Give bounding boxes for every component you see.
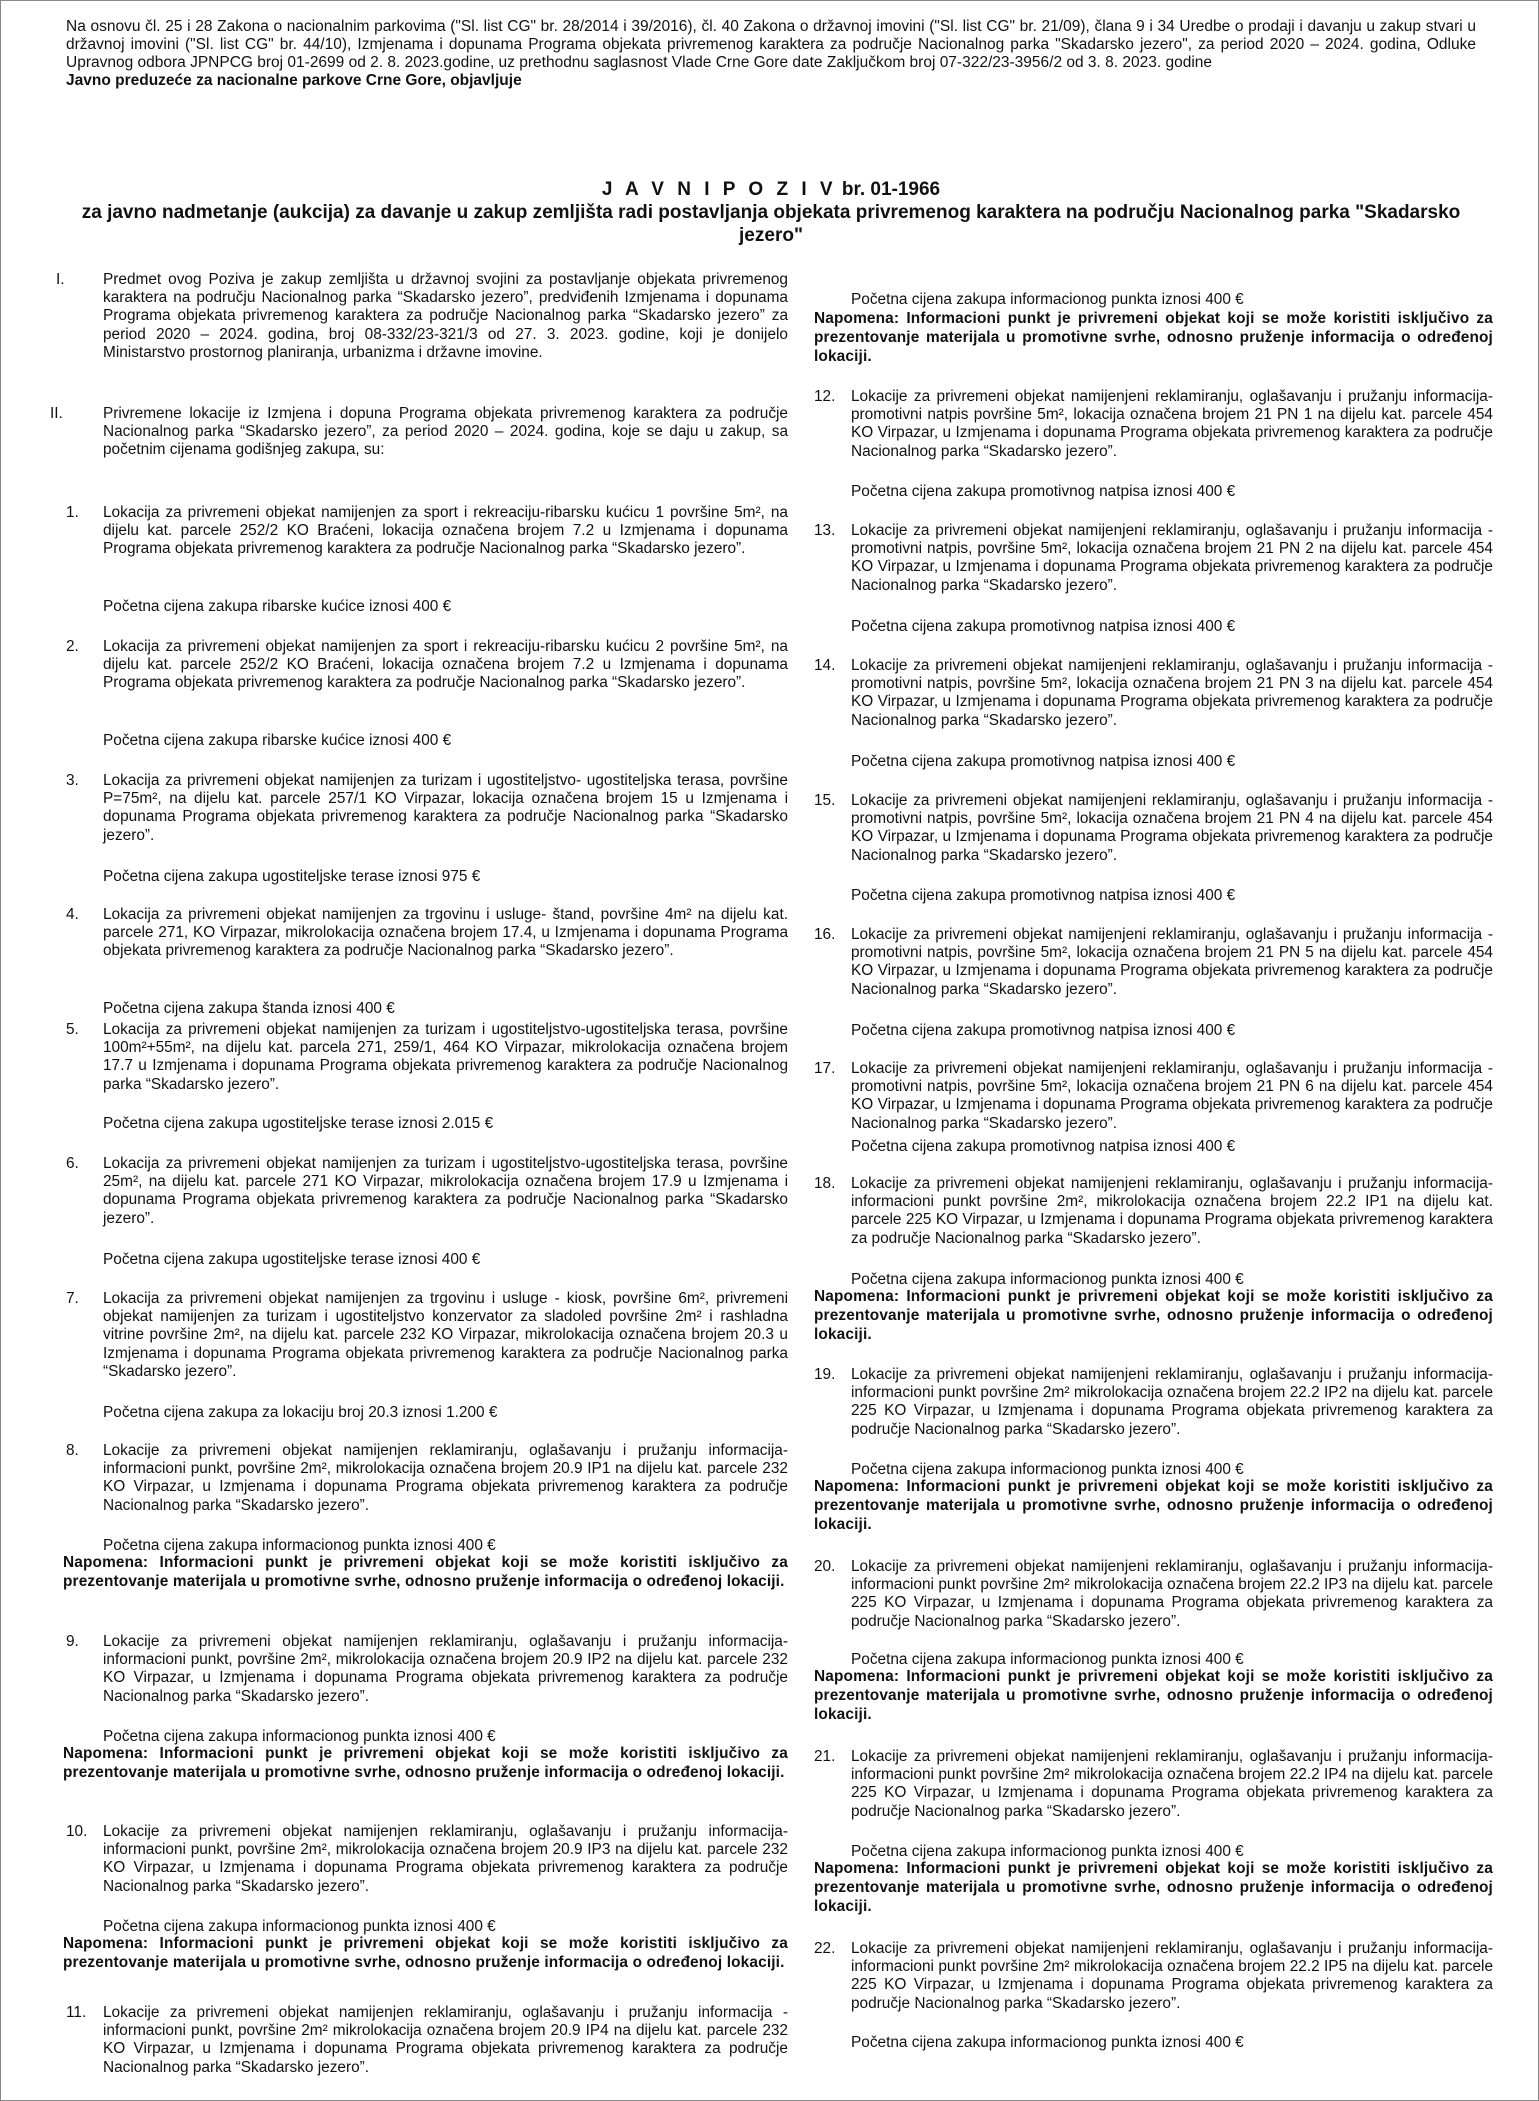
item-number: 1. [66, 504, 79, 521]
item-price: Početna cijena zakupa štanda iznosi 400 € [103, 1000, 395, 1017]
item-price: Početna cijena zakupa promotivnog natpisa iznosi 400 € [851, 483, 1236, 500]
napomena-note: Napomena: Informacioni punkt je privremeni objekat koji se može koristiti isključivo za prezentovanje materijala u promotivne svrhe, odnosno pruženje informacija o određenoj lokaciji. [814, 1668, 1493, 1723]
item-text: Lokacije za privremeni objekat namijenjeni reklamiranju, oglašavanju i pružanju informacija - promotivni natpis, površine 5m², lokacija označena brojem 21 PN 5 na dijelu kat. parcele 454 KO Virpazar, u Izmjenama i dopunama Programa objekata privremenog karaktera za područje Nacionalnog parka “Skadarsko jezero”. [851, 926, 1493, 998]
title-heading: J A V N I P O Z I V [601, 179, 837, 200]
item-number: 19. [814, 1366, 836, 1383]
title-number: br. 01-1966 [841, 179, 941, 200]
item-text: Lokacija za privremeni objekat namijenjen za trgovinu i usluge - kiosk, površine 6m², privremeni objekat namijenjen za turizam i ugostiteljstvo konzervator za sladoled površine 2m² i rashladna vitrine površine 2m², na dijelu kat. parcele 232 KO Virpazar, mikrolokacija označena brojem 20.3 u Izmjenama i dopunama Programa objekata privremenog karaktera za područje Nacionalnog parka “Skadarsko jezero”. [103, 1290, 788, 1380]
item-price: Početna cijena zakupa promotivnog natpisa iznosi 400 € [851, 753, 1236, 770]
item-price: Početna cijena zakupa informacionog punkta iznosi 400 € [851, 1651, 1244, 1668]
item-text: Lokacije za privremeni objekat namijenjeni reklamiranju, oglašavanju i pružanju informacija-informacioni punkt površine 2m² mikrolokacija označena brojem 22.2 IP3 na dijelu kat. parcele 225 KO Virpazar, u Izmjenama i dopunama Programa objekata privremenog karaktera za područje Nacionalnog parka “Skadarsko jezero”. [851, 1558, 1493, 1630]
item-number: 3. [66, 772, 79, 789]
item-price: Početna cijena zakupa informacionog punkta iznosi 400 € [103, 1537, 496, 1554]
item-number: 20. [814, 1558, 836, 1575]
item-price: Početna cijena zakupa ribarske kućice iznosi 400 € [103, 732, 452, 749]
item-number: 9. [66, 1633, 79, 1650]
item-number: 15. [814, 792, 836, 809]
item-number: 8. [66, 1442, 79, 1459]
napomena-note: Napomena: Informacioni punkt je privremeni objekat koji se može koristiti isključivo za prezentovanje materijala u promotivne svrhe, odnosno pruženje informacija o određenoj lokaciji. [814, 1478, 1493, 1533]
item-text: Lokacije za privremeni objekat namijenjeni reklamiranju, oglašavanju i pružanju informacija-promotivni natpis površine 5m², lokacija označena brojem 21 PN 1 na dijelu kat. parcele 454 KO Virpazar, u Izmjenama i dopunama Programa objekata privremenog karaktera za područje Nacionalnog parka “Skadarsko jezero”. [851, 388, 1493, 460]
item-price: Početna cijena zakupa informacionog punkta iznosi 400 € [851, 2034, 1244, 2051]
item-text: Lokacija za privremeni objekat namijenjen za trgovinu i usluge- štand, površine 4m² na dijelu kat. parcele 271, KO Virpazar, mikrolokacija označena brojem 17.4, u Izmjenama i dopunama Programa objekata privremenog karaktera za područje Nacionalnog parka “Skadarsko jezero”. [103, 906, 788, 960]
item-number: 22. [814, 1940, 836, 1957]
item-number: 18. [814, 1175, 836, 1192]
item-number: 16. [814, 926, 836, 943]
item-number: 21. [814, 1748, 836, 1765]
item-number: 6. [66, 1155, 79, 1172]
napomena-note: Napomena: Informacioni punkt je privremeni objekat koji se može koristiti isključivo za prezentovanje materijala u promotivne svrhe, odnosno pruženje informacija o određenoj lokaciji. [814, 1860, 1493, 1915]
item-number: 13. [814, 522, 836, 539]
item-price: Početna cijena zakupa promotivnog natpisa iznosi 400 € [851, 887, 1236, 904]
item-text: Lokacije za privremeni objekat namijenjeni reklamiranju, oglašavanju i pružanju informacija-informacioni punkt površine 2m², mikrolokacija označena brojem 22.2 IP1 na dijelu kat. parcele 225 KO Virpazar, u Izmjenama i dopunama Programa objekata privremenog karaktera za područje Nacionalnog parka “Skadarsko jezero”. [851, 1175, 1493, 1247]
item-number: 10. [66, 1823, 88, 1840]
napomena-note: Napomena: Informacioni punkt je privremeni objekat koji se može koristiti isključivo za prezentovanje materijala u promotivne svrhe, odnosno pruženje informacija o određenoj lokaciji. [814, 310, 1493, 365]
item-price: Početna cijena zakupa ugostiteljske terase iznosi 400 € [103, 1251, 481, 1268]
title-subtitle: za javno nadmetanje (aukcija) za davanje u zakup zemljišta radi postavljanja objekata privremenog karaktera na području Nacionalnog parka "Skadarsko jezero" [81, 202, 1461, 246]
item-price: Početna cijena zakupa informacionog punkta iznosi 400 € [851, 291, 1244, 308]
item-number: 17. [814, 1060, 836, 1077]
napomena-note: Napomena: Informacioni punkt je privremeni objekat koji se može koristiti isključivo za prezentovanje materijala u promotivne svrhe, odnosno pruženje informacija o određenoj lokaciji. [814, 1288, 1493, 1343]
item-text: Lokacije za privremeni objekat namijenjeni reklamiranju, oglašavanju i pružanju informacija-informacioni punkt površine 2m² mikrolokacija označena brojem 22.2 IP5 na dijelu kat. parcele 225 KO Virpazar, u Izmjenama i dopunama Programa objekata privremenog karaktera za područje Nacionalnog parka “Skadarsko jezero”. [851, 1940, 1493, 2012]
item-number: 7. [66, 1290, 79, 1307]
document-title [61, 178, 1481, 247]
intro-text: Na osnovu čl. 25 i 28 Zakona o nacionalnim parkovima ("Sl. list CG" br. 28/2014 i 39/2016), čl. 40 Zakona o državnoj imovini ("Sl. list CG" br. 21/09), člana 9 i 34 Uredbe o prodaji i davanju u zakup stvari u državnoj imovini ("Sl. list CG" br. 44/10), Izmjenama i dopunama Programa objekata privremenog karaktera za područje Nacionalnog parka "Skadarsko jezero", za period 2020 – 2024. godina, Odluke Upravnog odbora JPNPCG broj 01-2699 od 2. 8. 2023.godine, uz prethodnu saglasnost Vlade Crne Gore date Zaključkom broj 07-322/23-3956/2 od 3. 8. 2023. godine [66, 18, 1476, 71]
intro-paragraph [66, 18, 1476, 90]
item-text: Lokacije za privremeni objekat namijenjeni reklamiranju, oglašavanju i pružanju informacija-informacioni punkt površine 2m² mikrolokacija označena brojem 22.2 IP4 na dijelu kat. parcele 225 KO Virpazar, u Izmjenama i dopunama Programa objekata privremenog karaktera za područje Nacionalnog parka “Skadarsko jezero”. [851, 1748, 1493, 1820]
item-price: Početna cijena zakupa informacionog punkta iznosi 400 € [851, 1843, 1244, 1860]
section-number: I. [56, 271, 65, 288]
item-price: Početna cijena zakupa promotivnog natpisa iznosi 400 € [851, 618, 1236, 635]
item-price: Početna cijena zakupa ugostiteljske terase iznosi 975 € [103, 868, 481, 885]
item-text: Lokacija za privremeni objekat namijenjen za turizam i ugostiteljstvo- ugostiteljska terasa, površine P=75m², na dijelu kat. parcele 257/1 KO Virpazar, lokacija označena brojem 15 u Izmjenama i dopunama Programa objekata privremenog karaktera za područje Nacionalnog parka “Skadarsko jezero”. [103, 772, 788, 844]
item-number: 14. [814, 657, 836, 674]
item-text: Lokacija za privremeni objekat namijenjen za turizam i ugostiteljstvo-ugostiteljska terasa, površine 100m²+55m², na dijelu kat. parcela 271, 259/1, 464 KO Virpazar, mikrolokacija označena brojem 17.7 u Izmjenama i dopunama Programa objekata privremenog karaktera za područje Nacionalnog parka “Skadarsko jezero”. [103, 1021, 788, 1093]
item-text: Lokacije za privremeni objekat namijenjeni reklamiranju, oglašavanju i pružanju informacija-informacioni punkt površine 2m² mikrolokacija označena brojem 22.2 IP2 na dijelu kat. parcele 225 KO Virpazar, u Izmjenama i dopunama Programa objekata privremenog karaktera za područje Nacionalnog parka “Skadarsko jezero”. [851, 1366, 1493, 1438]
item-number: 4. [66, 906, 79, 923]
item-price: Početna cijena zakupa za lokaciju broj 20.3 iznosi 1.200 € [103, 1404, 498, 1421]
item-number: 2. [66, 638, 79, 655]
item-text: Lokacije za privremeni objekat namijenjeni reklamiranju, oglašavanju i pružanju informacija - promotivni natpis, površine 5m², lokacija označena brojem 21 PN 6 na dijelu kat. parcele 454 KO Virpazar, u Izmjenama i dopunama Programa objekata privremenog karaktera za područje Nacionalnog parka “Skadarsko jezero”. [851, 1060, 1493, 1132]
item-text: Lokacija za privremeni objekat namijenjen za sport i rekreaciju-ribarsku kućicu 1 površine 5m², na dijelu kat. parcele 252/2 KO Braćeni, lokacija označena brojem 7.2 u Izmjenama i dopunama Programa objekata privremenog karaktera za područje Nacionalnog parka “Skadarsko jezero”. [103, 504, 788, 558]
section-number: II. [50, 405, 63, 422]
napomena-note: Napomena: Informacioni punkt je privremeni objekat koji se može koristiti isključivo za prezentovanje materijala u promotivne svrhe, odnosno pruženje informacija o određenoj lokaciji. [63, 1935, 788, 1971]
item-price: Početna cijena zakupa informacionog punkta iznosi 400 € [103, 1728, 496, 1745]
item-text: Lokacije za privremeni objekat namijenjen reklamiranju, oglašavanju i pružanju informacija-informacioni punkt, površine 2m², mikrolokacija označena brojem 20.9 IP2 na dijelu kat. parcele 232 KO Virpazar, u Izmjenama i dopunama Programa objekata privremenog karaktera za područje Nacionalnog parka “Skadarsko jezero”. [103, 1633, 788, 1705]
napomena-note: Napomena: Informacioni punkt je privremeni objekat koji se može koristiti isključivo za prezentovanje materijala u promotivne svrhe, odnosno pruženje informacija o određenoj lokaciji. [63, 1745, 788, 1781]
item-text: Lokacija za privremeni objekat namijenjen za sport i rekreaciju-ribarsku kućicu 2 površine 5m², na dijelu kat. parcele 252/2 KO Braćeni, lokacija označena brojem 7.2 u Izmjenama i dopunama Programa objekata privremenog karaktera za područje Nacionalnog parka “Skadarsko jezero”. [103, 638, 788, 692]
item-number: 12. [814, 388, 836, 405]
item-price: Početna cijena zakupa ugostiteljske terase iznosi 2.015 € [103, 1115, 494, 1132]
item-text: Lokacije za privremeni objekat namijenjen reklamiranju, oglašavanju i pružanju informacija- informacioni punkt, površine 2m², mikrolokacija označena brojem 20.9 IP1 na dijelu kat. parcele 232 KO Virpazar, u Izmjenama i dopunama Programa objekata privremenog karaktera za područje Nacionalnog parka “Skadarsko jezero”. [103, 1442, 788, 1514]
item-number: 11. [66, 2004, 87, 2021]
item-text: Lokacije za privremeni objekat namijenjeni reklamiranju, oglašavanju i pružanju informacija - promotivni natpis, površine 5m², lokacija označena brojem 21 PN 3 na dijelu kat. parcele 454 KO Virpazar, u Izmjenama i dopunama Programa objekata privremenog karaktera za područje Nacionalnog parka “Skadarsko jezero”. [851, 657, 1493, 729]
section-i-text: Predmet ovog Poziva je zakup zemljišta u državnoj svojini za postavljanje objekata privremenog karaktera na području Nacionalnog parka “Skadarsko jezero”, predviđenih Izmjenama i dopunama Programa objekata privremenog karaktera za područje Nacionalnog parka “Skadarsko jezero” za period 2020 – 2024. godina, broj 08-332/23-321/3 od 27. 3. 2023. godine, koji je donijelo Ministarstvo prostornog planiranja, urbanizma i državne imovine. [103, 271, 788, 361]
item-price: Početna cijena zakupa informacionog punkta iznosi 400 € [851, 1271, 1244, 1288]
item-price: Početna cijena zakupa informacionog punkta iznosi 400 € [103, 1918, 496, 1935]
item-text: Lokacije za privremeni objekat namijenjen reklamiranju, oglašavanju i pružanju informacija - informacioni punkt, površine 2m² mikrolokacija označena brojem 20.9 IP4 na dijelu kat. parcele 232 KO Virpazar, u Izmjenama i dopunama Programa objekata privremenog karaktera za područje Nacionalnog parka “Skadarsko jezero”. [103, 2004, 788, 2076]
item-text: Lokacije za privremeni objekat namijenjeni reklamiranju, oglašavanju i pružanju informacija - promotivni natpis, površine 5m², lokacija označena brojem 21 PN 2 na dijelu kat. parcele 454 KO Virpazar, u Izmjenama i dopunama Programa objekata privremenog karaktera za područje Nacionalnog parka “Skadarsko jezero”. [851, 522, 1493, 594]
item-text: Lokacija za privremeni objekat namijenjen za turizam i ugostiteljstvo-ugostiteljska terasa, površine 25m², na dijelu kat. parcele 271 KO Virpazar, mikrolokacija označena brojem 17.9 u Izmjenama i dopunama Programa objekata privremenog karaktera za područje Nacionalnog parka “Skadarsko jezero”. [103, 1155, 788, 1227]
item-price: Početna cijena zakupa promotivnog natpisa iznosi 400 € [851, 1138, 1236, 1155]
item-text: Lokacije za privremeni objekat namijenjeni reklamiranju, oglašavanju i pružanju informacija - promotivni natpis, površine 5m², lokacija označena brojem 21 PN 4 na dijelu kat. parcele 454 KO Virpazar, u Izmjenama i dopunama Programa objekata privremenog karaktera za područje Nacionalnog parka “Skadarsko jezero”. [851, 792, 1493, 864]
section-ii-text: Privremene lokacije iz Izmjena i dopuna Programa objekata privremenog karaktera za područje Nacionalnog parka “Skadarsko jezero”, za period 2020 – 2024. godina, koje se daju u zakup, sa početnim cijenama godišnjeg zakupa, su: [103, 405, 788, 459]
item-text: Lokacije za privremeni objekat namijenjen reklamiranju, oglašavanju i pružanju informacija- informacioni punkt, površine 2m², mikrolokacija označena brojem 20.9 IP3 na dijelu kat. parcele 232 KO Virpazar, u Izmjenama i dopunama Programa objekata privremenog karaktera za područje Nacionalnog parka “Skadarsko jezero”. [103, 1823, 788, 1895]
item-price: Početna cijena zakupa ribarske kućice iznosi 400 € [103, 598, 452, 615]
napomena-note: Napomena: Informacioni punkt je privremeni objekat koji se može koristiti isključivo za prezentovanje materijala u promotivne svrhe, odnosno pruženje informacija o određenoj lokaciji. [63, 1554, 788, 1590]
item-price: Početna cijena zakupa informacionog punkta iznosi 400 € [851, 1461, 1244, 1478]
item-number: 5. [66, 1021, 79, 1038]
item-price: Početna cijena zakupa promotivnog natpisa iznosi 400 € [851, 1022, 1236, 1039]
intro-publisher: Javno preduzeće za nacionalne parkove Crne Gore, objavljuje [66, 72, 522, 89]
